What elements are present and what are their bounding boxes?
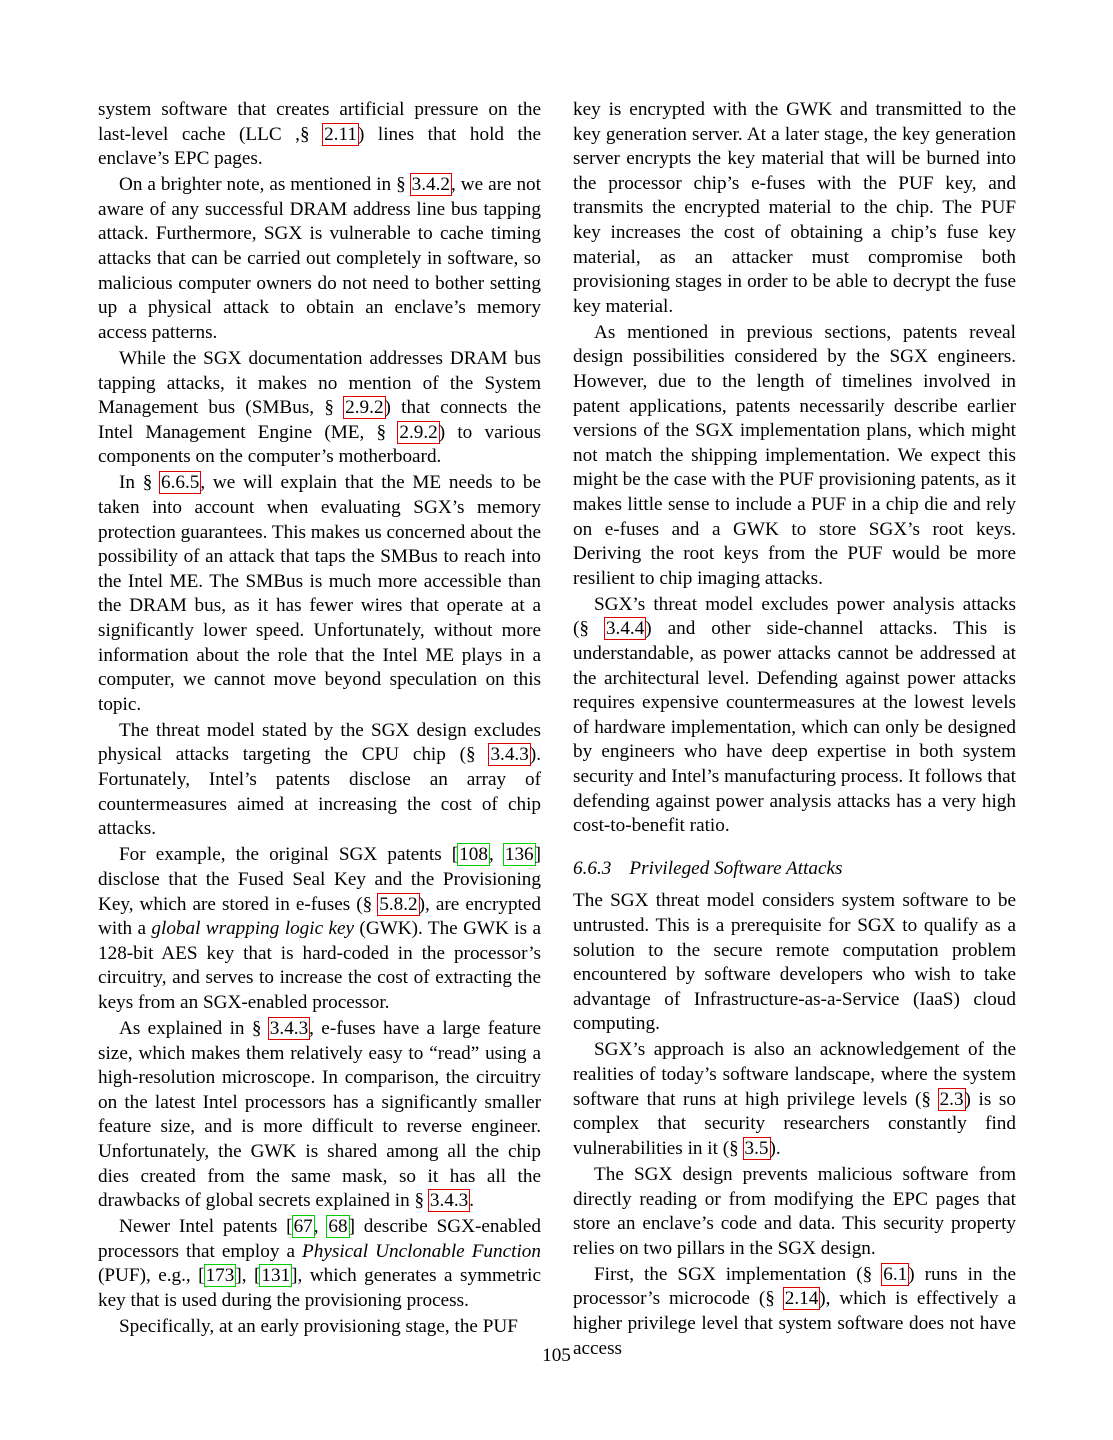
paragraph xyxy=(98,98,541,172)
text: , e-fuses have a large feature size, which makes them relatively easy to “read” using a high-resolution microscope. In comparison, the circuitry on the latest Intel processors has a significantly smaller feature size, and is more difficult to reverse engineer. Unfortunately, the GWK is shared among all the chip dies created from the same mask, so it has all the drawbacks of global secrets explained in § xyxy=(98,1017,541,1212)
text: Specifically, at an early provisioning stage, the PUF xyxy=(119,1316,518,1338)
text: ) lines that hold the enclave’s EPC pages. xyxy=(98,123,541,170)
page-number: 105 xyxy=(542,1345,571,1366)
section-link[interactable]: 5.8.2 xyxy=(379,893,418,915)
text: system software that creates artificial pressure on the last-level cache (LLC ,§ xyxy=(98,99,541,145)
paragraph xyxy=(98,719,541,842)
text: ). Fortunately, Intel’s patents disclose an array of countermeasures aimed at increasing the cost of chip attacks. xyxy=(98,744,541,840)
text: ), which is effectively a higher privilege level that system software does not have access xyxy=(573,1288,1016,1359)
text: First, the SGX implementation (§ xyxy=(594,1263,883,1285)
paragraph xyxy=(98,471,541,717)
section-link[interactable]: 2.9.2 xyxy=(399,421,438,443)
text: ). xyxy=(769,1137,781,1159)
section-link[interactable]: 2.3 xyxy=(939,1088,964,1110)
paragraph xyxy=(98,843,541,1015)
section-heading xyxy=(573,857,1016,882)
text: ] disclose that the Fused Seal Key and the Provisioning Key, which are stored in e-fuses (§ xyxy=(98,844,542,915)
text: , xyxy=(488,844,504,866)
text: Newer Intel patents [ xyxy=(119,1216,293,1238)
citation-link[interactable]: 108 xyxy=(459,844,488,866)
citation-link[interactable]: 68 xyxy=(328,1216,348,1238)
paragraph xyxy=(573,593,1016,839)
text: The threat model stated by the SGX design excludes physical attacks targeting the CPU chip (§ xyxy=(98,719,541,766)
right-column xyxy=(573,98,1016,1361)
citation-link[interactable]: 67 xyxy=(293,1216,313,1238)
paragraph xyxy=(573,1038,1016,1161)
text: ], [ xyxy=(235,1265,261,1287)
text: , xyxy=(313,1216,328,1238)
text: , we are not aware of any successful DRAM address line bus tapping attack. Furthermore, SGX is vulnerable to cache timing attacks that can be carried out completely in software, so malicious computer owners do not need to bother setting up a physical attack to obtain an enclave’s memory access patterns. xyxy=(98,174,541,343)
left-column xyxy=(98,98,541,1340)
text: In § xyxy=(119,472,161,494)
section-link[interactable]: 3.4.3 xyxy=(429,1190,469,1212)
text: The SGX threat model considers system software to be untrusted. This is a prerequisite for SGX to qualify as a solution to the secure remote computation problem encountered by software developers who wish to take advantage of Infrastructure-as-a-Service (IaaS) cloud computing. xyxy=(573,890,1016,1035)
citation-link[interactable]: 173 xyxy=(205,1265,235,1287)
section-number: 6.6.3 xyxy=(573,857,612,879)
paragraph xyxy=(98,173,541,345)
text: SGX’s approach is also an acknowledgement of the realities of today’s software landscape, where the system software that runs at high privilege levels (§ xyxy=(573,1039,1016,1110)
text: The SGX design prevents malicious software from directly reading or from modifying the EPC pages that store an enclave’s code and data. This security property relies on two pillars in the SGX design. xyxy=(573,1163,1016,1259)
text: SGX’s threat model excludes power analysis attacks (§ xyxy=(573,593,1016,640)
text: , we will explain that the ME needs to be taken into account when evaluating SGX’s memory protection guarantees. This makes us concerned about the possibility of an attack that taps the SMBus to reach into the Intel ME. The SMBus is much more accessible than the DRAM bus, as it has fewer wires that operate at a significantly lower speed. Unfortunately, without more information about the role that the Intel ME plays in a computer, we cannot move beyond speculation on this topic. xyxy=(98,472,542,715)
text: ) is so complex that security researchers constantly find vulnerabilities in it (§ xyxy=(573,1088,1016,1159)
citation-link[interactable]: 131 xyxy=(261,1265,291,1287)
section-link[interactable]: 2.9.2 xyxy=(345,397,384,419)
text: For example, the original SGX patents [ xyxy=(119,844,459,866)
text: ) to various components on the computer’s motherboard. xyxy=(98,421,541,468)
text: As mentioned in previous sections, patents reveal design possibilities considered by the SGX engineers. However, due to the length of timelines involved in patent applications, patents necessarily describe earlier versions of the SGX implementation plans, which might not match the shipping implementation. We expect this might be the case with the PUF provisioning patents, as it makes little sense to include a PUF in a chip die and rely on e-fuses and a GWK to store SGX’s root keys. Deriving the root keys from the PUF would be more resilient to chip imaging attacks. xyxy=(573,321,1016,589)
text: ], which generates a symmetric key that is used during the provisioning process. xyxy=(98,1265,542,1311)
text: ), are encrypted with a xyxy=(98,893,541,940)
paragraph xyxy=(98,347,541,470)
paragraph xyxy=(573,321,1016,592)
section-title: Privileged Software Attacks xyxy=(629,857,843,879)
section-link[interactable]: 3.4.3 xyxy=(269,1017,309,1039)
text: On a brighter note, as mentioned in § xyxy=(119,174,411,196)
text: (GWK). The GWK is a 128-bit AES key that is hard-coded in the processor’s circuitry, and serves to increase the cost of extracting the keys from an SGX-enabled processor. xyxy=(98,918,541,1013)
paragraph xyxy=(98,1215,541,1313)
text: ] describe SGX-enabled processors that employ a xyxy=(98,1216,542,1262)
text: As explained in § xyxy=(119,1017,269,1039)
section-link[interactable]: 2.14 xyxy=(784,1288,819,1310)
text: While the SGX documentation addresses DRAM bus tapping attacks, it makes no mention of the System Management bus (SMBus, § xyxy=(98,347,541,419)
emphasis-text: Physical Unclonable Function xyxy=(302,1240,541,1262)
section-link[interactable]: 3.4.4 xyxy=(605,618,645,640)
paragraph xyxy=(98,1017,541,1214)
text: ) runs in the processor’s microcode (§ xyxy=(573,1263,1016,1310)
section-link[interactable]: 6.6.5 xyxy=(161,472,200,494)
text: (PUF), e.g., [ xyxy=(98,1265,205,1287)
paragraph xyxy=(573,98,1016,319)
emphasis-text: global wrapping logic key xyxy=(151,918,355,940)
section-link[interactable]: 3.4.3 xyxy=(490,744,529,766)
text: key is encrypted with the GWK and transmitted to the key generation server. At a later stage, the key generation server encrypts the key material that will be burned into the processor chip’s e-fuses with the PUF key, and transmits the encrypted material to the chip. The PUF key increases the cost of obtaining a chip’s fuse key material, as an attacker must compromise both provisioning stages in order to be able to decrypt the fuse key material. xyxy=(573,99,1016,317)
text: ) that connects the Intel Management Engine (ME, § xyxy=(98,397,541,443)
text: . xyxy=(469,1190,475,1212)
paragraph xyxy=(573,1163,1016,1261)
citation-link[interactable]: 136 xyxy=(504,844,534,866)
text: ) and other side-channel attacks. This is understandable, as power attacks cannot be addressed at the architectural level. Defending against power attacks requires expensive countermeasures at the lowest levels of hardware implementation, which can only be designed by engineers who have deep expertise in both system security and Intel’s manufacturing process. It follows that defending against power analysis attacks has a very high cost-to-benefit ratio. xyxy=(573,618,1017,837)
section-link[interactable]: 3.4.2 xyxy=(411,174,451,196)
section-link[interactable]: 3.5 xyxy=(744,1137,769,1159)
section-link[interactable]: 2.11 xyxy=(324,123,357,145)
section-link[interactable]: 6.1 xyxy=(883,1263,908,1285)
paragraph xyxy=(98,1315,541,1340)
paragraph xyxy=(573,889,1016,1037)
